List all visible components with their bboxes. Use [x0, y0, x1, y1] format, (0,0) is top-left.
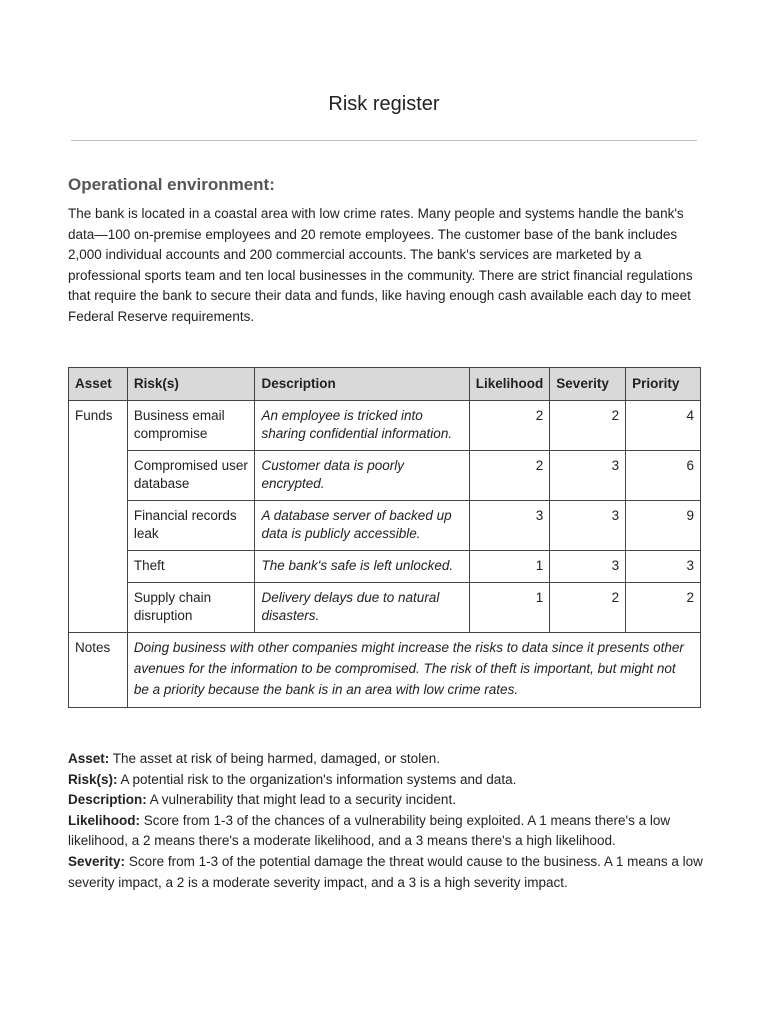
legend-term: Severity: [68, 853, 126, 869]
description-cell: An employee is tricked into sharing confidential information. [255, 401, 469, 451]
page-title: Risk register [328, 93, 440, 115]
table-row [69, 501, 701, 551]
description-cell: The bank's safe is left unlocked. [255, 551, 469, 583]
legend-text: A potential risk to the organization's information systems and data. [120, 771, 517, 787]
risk-cell: Financial records leak [127, 501, 255, 551]
legend-text: Score from 1-3 of the potential damage the threat would cause to the business. A 1 means a low severity impact, a 2 is a moderate severity impact, and a 3 is a high severity impact. [68, 853, 703, 890]
legend-item [68, 811, 708, 852]
table-row [69, 583, 701, 633]
priority-cell: 6 [626, 451, 701, 501]
priority-cell: 4 [626, 401, 701, 451]
legend-item [68, 749, 708, 770]
title-divider [71, 140, 697, 141]
legend-item [68, 790, 708, 811]
notes-row [69, 633, 701, 708]
notes-text: Doing business with other companies might increase the risks to data since it presents other avenues for the information to be compromised. The risk of theft is important, but might not be a priority because the bank is in an area with low crime rates. [127, 633, 700, 708]
table-row [69, 551, 701, 583]
severity-cell: 3 [550, 501, 626, 551]
severity-cell: 2 [550, 401, 626, 451]
severity-cell: 3 [550, 551, 626, 583]
intro-paragraph: The bank is located in a coastal area with low crime rates. Many people and systems handle the bank's data—100 on-premise employees and 20 remote employees. The customer base of the bank includes 2,000 individual accounts and 200 commercial accounts. The bank's services are marketed by a professional sports team and ten local businesses in the community. There are strict financial regulations that require the bank to secure their data and funds, like having enough cash available each day to meet Federal Reserve requirements. [68, 206, 693, 324]
legend-text: Score from 1-3 of the chances of a vulnerability being exploited. A 1 means there's a low likelihood, a 2 means there's a moderate likelihood, and a 3 means there's a high likelihood. [68, 812, 671, 849]
section-heading: Operational environment: [68, 175, 275, 194]
legend-term: Risk(s): [68, 771, 118, 787]
risk-cell: Theft [127, 551, 255, 583]
header-severity: Severity [550, 368, 626, 401]
table-row [69, 401, 701, 451]
notes-label: Notes [69, 633, 128, 708]
description-cell: Customer data is poorly encrypted. [255, 451, 469, 501]
legend-item [68, 770, 708, 791]
risk-cell: Supply chain disruption [127, 583, 255, 633]
likelihood-cell: 1 [469, 551, 550, 583]
table-row [69, 451, 701, 501]
priority-cell: 9 [626, 501, 701, 551]
legend-text: A vulnerability that might lead to a security incident. [149, 792, 456, 808]
severity-cell: 2 [550, 583, 626, 633]
asset-cell: Funds [69, 401, 128, 633]
priority-cell: 3 [626, 551, 701, 583]
header-priority: Priority [626, 368, 701, 401]
legend-term: Description: [68, 792, 147, 808]
header-description: Description [255, 368, 469, 401]
description-cell: A database server of backed up data is publicly accessible. [255, 501, 469, 551]
likelihood-cell: 2 [469, 451, 550, 501]
priority-cell: 2 [626, 583, 701, 633]
legend-term: Likelihood: [68, 812, 140, 828]
legend [68, 749, 708, 893]
risk-cell: Compromised user database [127, 451, 255, 501]
likelihood-cell: 2 [469, 401, 550, 451]
description-cell: Delivery delays due to natural disasters. [255, 583, 469, 633]
legend-item [68, 852, 708, 893]
severity-cell: 3 [550, 451, 626, 501]
risk-register-table [68, 367, 701, 708]
legend-text: The asset at risk of being harmed, damaged, or stolen. [112, 751, 440, 766]
legend-term: Asset: [68, 751, 110, 766]
table-header-row [69, 368, 701, 401]
header-asset: Asset [69, 368, 128, 401]
likelihood-cell: 3 [469, 501, 550, 551]
header-risks: Risk(s) [127, 368, 255, 401]
header-likelihood: Likelihood [469, 368, 550, 401]
risk-cell: Business email compromise [127, 401, 255, 451]
likelihood-cell: 1 [469, 583, 550, 633]
